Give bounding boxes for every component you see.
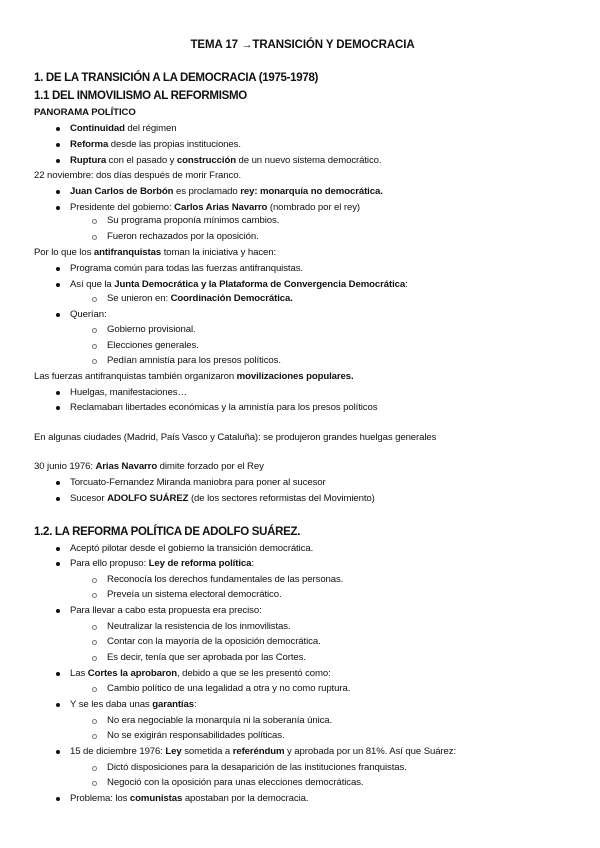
bold-text: Juan Carlos de Borbón (70, 186, 174, 197)
bullet-item (70, 402, 377, 414)
text: 30 junio 1976: (34, 461, 96, 472)
text: Así que la (70, 279, 115, 290)
bold-text: movilizaciones populares. (236, 371, 354, 382)
paragraph (34, 461, 264, 473)
bold-text: Reforma (70, 139, 109, 150)
bullet-circle-icon (92, 656, 97, 661)
sub-bullet-item (107, 762, 407, 774)
bullet-circle-icon (92, 781, 97, 786)
bullet-item (70, 123, 176, 135)
bullet-circle-icon (92, 344, 97, 349)
bullet-item (70, 202, 360, 214)
bullet-dot-icon (56, 267, 60, 271)
text: Las (70, 668, 88, 679)
text: : (251, 558, 254, 569)
text: Querían: (70, 309, 107, 320)
text: apostaban por la democracia. (182, 793, 309, 804)
bullet-item (70, 279, 408, 291)
bold-text: 1. DE LA TRANSICIÓN A LA DEMOCRACIA (1975-1978) (34, 72, 319, 84)
bold-text: garantías (152, 699, 194, 710)
text: Por lo que los (34, 247, 94, 258)
text: Torcuato-Fernandez Miranda maniobra para poner al sucesor (70, 477, 326, 488)
text: sometida a (181, 746, 233, 757)
bold-text: Ley (165, 746, 182, 757)
text: y aprobada por un 81%. Así que Suárez: (284, 746, 457, 757)
sub-bullet-item (107, 652, 306, 664)
bullet-dot-icon (56, 206, 60, 210)
bold-text: antifranquistas (93, 247, 162, 258)
bullet-circle-icon (92, 734, 97, 739)
sub-bullet-item (107, 730, 285, 742)
bold-text: Ley de reforma política (148, 558, 252, 569)
bullet-circle-icon (92, 235, 97, 240)
text: Y se les daba unas (70, 699, 153, 710)
text: de un nuevo sistema democrático. (235, 155, 382, 166)
text: Huelgas, manifestaciones… (70, 387, 187, 398)
bullet-item (70, 668, 331, 680)
bold-text: Continuidad (70, 123, 125, 134)
bold-text: comunistas (129, 793, 183, 804)
bullet-circle-icon (92, 766, 97, 771)
bullet-item (70, 139, 241, 151)
text: Para llevar a cabo esta propuesta era preciso: (70, 605, 262, 616)
bullet-item (70, 477, 326, 489)
bold-text: Arias Navarro (95, 461, 158, 472)
sub-bullet-item (107, 324, 196, 336)
bullet-item (70, 493, 375, 505)
text: Fueron rechazados por la oposición. (107, 231, 259, 242)
bold-text: Cortes la aprobaron (87, 668, 177, 679)
text: 22 noviembre: dos días después de morir Franco. (34, 170, 242, 181)
bullet-dot-icon (56, 159, 60, 163)
sub-bullet-item (107, 683, 350, 695)
bullet-dot-icon (56, 672, 60, 676)
text: : (405, 279, 408, 290)
bullet-item (70, 186, 383, 198)
text: , debido a que se les presentó como: (177, 668, 331, 679)
bullet-item (70, 793, 308, 805)
bold-text: ADOLFO SUÁREZ (107, 493, 189, 504)
text: Sucesor (70, 493, 108, 504)
bullet-circle-icon (92, 328, 97, 333)
bullet-dot-icon (56, 313, 60, 317)
text: Preveía un sistema electoral democrático. (107, 589, 282, 600)
bullet-circle-icon (92, 640, 97, 645)
text: Reconocía los derechos fundamentales de las personas. (107, 574, 344, 585)
bullet-circle-icon (92, 625, 97, 630)
text: Neutralizar la resistencia de los inmovilistas. (107, 621, 291, 632)
bullet-item (70, 605, 262, 617)
text: Cambio político de una legalidad a otra y no como ruptura. (107, 683, 351, 694)
bullet-dot-icon (56, 391, 60, 395)
bullet-dot-icon (56, 547, 60, 551)
bullet-item (70, 387, 187, 399)
paragraph (34, 371, 354, 383)
bullet-circle-icon (92, 719, 97, 724)
sub-bullet-item (107, 621, 291, 633)
bullet-item (70, 699, 197, 711)
bullet-dot-icon (56, 797, 60, 801)
text: del régimen (124, 123, 177, 134)
text: Programa común para todas las fuerzas antifranquistas. (70, 263, 303, 274)
bold-text: 1.1 DEL INMOVILISMO AL REFORMISMO (34, 90, 247, 102)
paragraph (34, 247, 276, 259)
bullet-dot-icon (56, 283, 60, 287)
bold-text: construcción (176, 155, 236, 166)
text: 15 de diciembre 1976: (70, 746, 166, 757)
bullet-dot-icon (56, 143, 60, 147)
bullet-dot-icon (56, 127, 60, 131)
sub-bullet-item (107, 231, 259, 243)
text: Pedían amnistía para los presos políticos. (107, 355, 281, 366)
bold-text: Junta Democrática y la Plataforma de Convergencia Democrática (114, 279, 406, 290)
bold-text: 1.2. LA REFORMA POLÍTICA DE ADOLFO SUÁREZ. (34, 526, 301, 538)
text: Es decir, tenía que ser aprobada por las Cortes. (107, 652, 306, 663)
bold-text: Coordinación Democrática. (170, 293, 293, 304)
bullet-item (70, 543, 313, 555)
text: Presidente del gobierno: (70, 202, 175, 213)
sub-bullet-item (107, 293, 293, 305)
bold-text: PANORAMA POLÍTICO (34, 107, 136, 118)
text: En algunas ciudades (Madrid, País Vasco y Cataluña): se produjeron grandes huelgas generales (34, 432, 437, 443)
document-title (0, 39, 600, 51)
bullet-dot-icon (56, 190, 60, 194)
bullet-dot-icon (56, 562, 60, 566)
section-heading (34, 526, 300, 538)
subsection-heading (34, 107, 136, 119)
bullet-item (70, 263, 303, 275)
paragraph (34, 170, 241, 182)
text: desde las propias instituciones. (108, 139, 241, 150)
text: : (193, 699, 197, 710)
bullet-circle-icon (92, 297, 97, 302)
bullet-dot-icon (56, 497, 60, 501)
text: Negoció con la oposición para unas elecciones democráticas. (107, 777, 364, 788)
text: Las fuerzas antifranquistas también organizaron (34, 371, 237, 382)
bullet-dot-icon (56, 406, 60, 410)
text: Dictó disposiciones para la desaparición de las instituciones franquistas. (107, 762, 407, 773)
bullet-circle-icon (92, 219, 97, 224)
bold-text: rey: monarquía no democrática. (240, 186, 383, 197)
sub-bullet-item (107, 574, 343, 586)
text: Elecciones generales. (107, 340, 199, 351)
sub-bullet-item (107, 636, 321, 648)
paragraph (34, 432, 436, 444)
bullet-item (70, 558, 254, 570)
text: Contar con la mayoría de la oposición democrática. (107, 636, 321, 647)
section-heading (34, 72, 318, 84)
text: es proclamado (173, 186, 241, 197)
text: Gobierno provisional. (107, 324, 196, 335)
text: (nombrado por el rey) (267, 202, 360, 213)
text: dimite forzado por el Rey (157, 461, 264, 472)
bold-text: TEMA 17 →TRANSICIÓN Y DEMOCRACIA (190, 39, 415, 51)
text: Se unieron en: (107, 293, 171, 304)
text: toman la iniciativa y hacen: (161, 247, 277, 258)
sub-bullet-item (107, 215, 279, 227)
bold-text: Carlos Arias Navarro (174, 202, 268, 213)
bullet-circle-icon (92, 578, 97, 583)
bold-text: referéndum (232, 746, 285, 757)
sub-bullet-item (107, 777, 363, 789)
sub-bullet-item (107, 340, 199, 352)
text: No se exigirán responsabilidades políticas. (107, 730, 285, 741)
bullet-circle-icon (92, 359, 97, 364)
text: con el pasado y (106, 155, 177, 166)
bullet-dot-icon (56, 750, 60, 754)
bullet-item (70, 746, 456, 758)
text: Aceptó pilotar desde el gobierno la transición democrática. (70, 543, 314, 554)
bullet-circle-icon (92, 687, 97, 692)
bullet-item (70, 309, 107, 321)
text: (de los sectores reformistas del Movimiento) (188, 493, 375, 504)
bold-text: Ruptura (70, 155, 107, 166)
text: Reclamaban libertades económicas y la amnistía para los presos políticos (70, 402, 378, 413)
sub-bullet-item (107, 355, 281, 367)
bullet-circle-icon (92, 593, 97, 598)
section-heading (34, 90, 247, 102)
text: No era negociable la monarquía ni la soberanía única. (107, 715, 333, 726)
text: Problema: los (70, 793, 130, 804)
text: Su programa proponía mínimos cambios. (107, 215, 280, 226)
sub-bullet-item (107, 589, 282, 601)
bullet-dot-icon (56, 703, 60, 707)
bullet-item (70, 155, 381, 167)
bullet-dot-icon (56, 609, 60, 613)
text: Para ello propuso: (70, 558, 149, 569)
bullet-dot-icon (56, 481, 60, 485)
sub-bullet-item (107, 715, 332, 727)
